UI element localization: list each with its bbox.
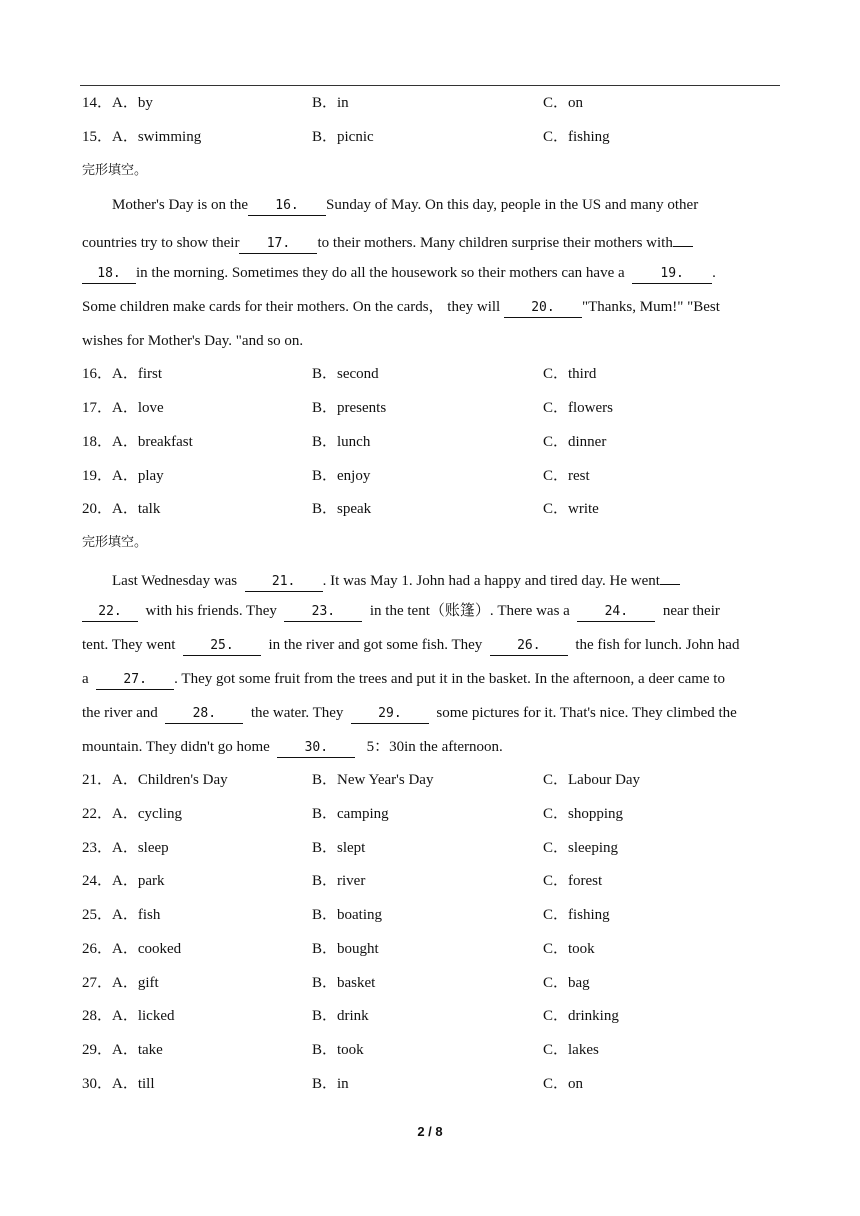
option-b: B．in [312,95,349,111]
option-b: B．presents [312,400,387,416]
section-heading: 完形填空。 [82,163,148,178]
question-24 [0,870,860,892]
question-20 [0,498,860,520]
question-number: 20． [82,501,113,517]
option-c: C．flowers [543,400,613,416]
option-a: A．by [112,95,153,111]
option-c: C．rest [543,468,590,484]
passage-line: Last Wednesday was 21. . It was May 1. John had a happy and tired day. He went [82,566,812,588]
question-number: 19． [82,468,113,484]
option-a: A．licked [112,1008,175,1024]
option-b: B．bought [312,941,379,957]
option-a: A．play [112,468,164,484]
passage-line: Mother's Day is on the 16. Sunday of May. On this day, people in the US and many other [82,194,812,216]
question-14 [0,92,860,114]
question-27 [0,972,860,994]
question-number: 21． [82,772,113,788]
blank-27: 27. [96,671,174,690]
blank-25: 25. [183,637,261,656]
question-22 [0,803,860,825]
passage-line: mountain. They didn't go home 30. 5：30in the afternoon. [82,736,782,758]
option-a: A．talk [112,501,161,517]
option-b: B．in [312,1076,349,1092]
option-b: B．drink [312,1008,369,1024]
option-c: C．drinking [543,1008,619,1024]
question-16 [0,363,860,385]
question-number: 17． [82,400,113,416]
blank-26: 26. [490,637,568,656]
passage-line: wishes for Mother's Day. "and so on. [82,333,304,349]
question-number: 27． [82,975,113,991]
option-a: A．take [112,1042,163,1058]
question-19 [0,465,860,487]
passage-line: countries try to show their 17. to their mothers. Many children surprise their mothers with [82,228,782,250]
option-b: B．basket [312,975,376,991]
question-number: 18． [82,434,113,450]
question-number: 24． [82,873,113,889]
blank-24: 24. [577,603,655,622]
question-number: 22． [82,806,113,822]
option-b: B．slept [312,840,366,856]
blank-22: 22. [82,603,138,622]
blank-17: 17. [239,235,317,254]
option-b: B．camping [312,806,389,822]
option-a: A．park [112,873,165,889]
header-rule [80,85,780,86]
option-a: A．breakfast [112,434,193,450]
blank-28: 28. [165,705,243,724]
option-b: B．boating [312,907,382,923]
option-c: C．Labour Day [543,772,641,788]
option-b: B．took [312,1042,364,1058]
option-a: A．till [112,1076,155,1092]
option-c: C．sleeping [543,840,618,856]
option-c: C．lakes [543,1042,599,1058]
option-a: A．fish [112,907,161,923]
blank-20: 20. [504,299,582,318]
option-a: A．cycling [112,806,182,822]
passage-line: 18. in the morning. Sometimes they do all the housework so their mothers can have a 19. . [82,262,782,284]
blank-underline [660,566,680,585]
option-c: C．bag [543,975,590,991]
passage-line: 22. with his friends. They 23. in the tent（账篷）. There was a 24. near their [82,600,782,622]
option-b: B．New Year's Day [312,772,434,788]
option-c: C．third [543,366,597,382]
question-number: 26． [82,941,113,957]
question-21 [0,769,860,791]
option-c: C．dinner [543,434,607,450]
option-b: B．enjoy [312,468,371,484]
option-a: A．love [112,400,164,416]
option-a: A．swimming [112,129,202,145]
blank-23: 23. [284,603,362,622]
question-number: 28． [82,1008,113,1024]
passage-line: the river and 28. the water. They 29. some pictures for it. That's nice. They climbed the [82,702,782,724]
question-number: 16． [82,366,113,382]
option-b: B．second [312,366,379,382]
question-number: 23． [82,840,113,856]
passage-line: a 27. . They got some fruit from the trees and put it in the basket. In the afternoon, a deer came to [82,668,782,690]
option-a: A．gift [112,975,159,991]
option-b: B．picnic [312,129,374,145]
question-18 [0,431,860,453]
option-c: C．write [543,501,599,517]
question-30 [0,1073,860,1095]
question-23 [0,837,860,859]
blank-16: 16. [248,197,326,216]
option-a: A．cooked [112,941,182,957]
option-c: C．took [543,941,595,957]
blank-underline [673,228,693,247]
question-number: 15． [82,129,113,145]
option-a: A．sleep [112,840,169,856]
question-number: 30． [82,1076,113,1092]
option-c: C．fishing [543,907,610,923]
question-29 [0,1039,860,1061]
option-a: A．Children's Day [112,772,228,788]
option-b: B．river [312,873,366,889]
blank-18: 18. [82,265,136,284]
option-c: C．fishing [543,129,610,145]
blank-19: 19. [632,265,712,284]
section-heading: 完形填空。 [82,535,148,550]
question-26 [0,938,860,960]
option-c: C．on [543,1076,584,1092]
passage-line: tent. They went 25. in the river and got some fish. They 26. the fish for lunch. John had [82,634,782,656]
question-number: 29． [82,1042,113,1058]
option-c: C．on [543,95,584,111]
question-15 [0,126,860,148]
option-a: A．first [112,366,163,382]
question-25 [0,904,860,926]
question-number: 25． [82,907,113,923]
page-number: 2 / 8 [417,1124,443,1139]
question-number: 14． [82,95,113,111]
question-17 [0,397,860,419]
option-c: C．forest [543,873,603,889]
blank-30: 30. [277,739,355,758]
option-c: C．shopping [543,806,624,822]
question-28 [0,1005,860,1027]
option-b: B．lunch [312,434,371,450]
blank-21: 21. [245,573,323,592]
blank-29: 29. [351,705,429,724]
passage-line: Some children make cards for their mothers. On the cards， they will 20. "Thanks, Mum!" "Best [82,296,782,318]
option-b: B．speak [312,501,372,517]
